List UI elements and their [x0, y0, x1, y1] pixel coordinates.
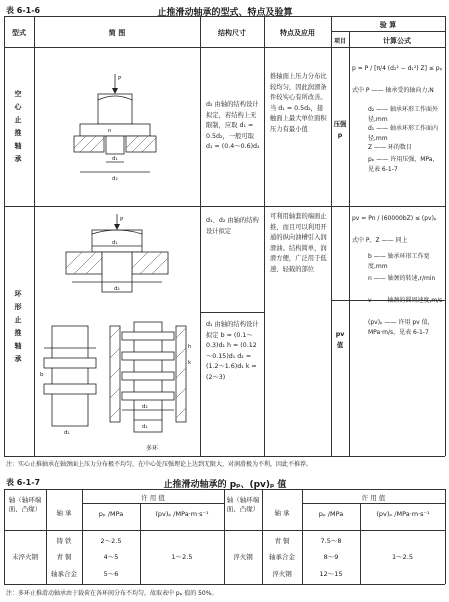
where-pv-1: b —— 轴承环形工作宽度,mm — [368, 253, 430, 270]
where-pressure-1: d₂ —— 轴承环形工作面外径,mm — [368, 106, 439, 123]
svg-text:d₁: d₁ — [112, 240, 118, 246]
t2-header-pvp-right: (pv)ₚ /MPa·m·s⁻¹ — [376, 510, 430, 518]
svg-text:b: b — [40, 372, 44, 378]
row-type-hollow: 空心止推轴承 — [14, 90, 22, 168]
t2-header-shaft-right: 轴（轴环端面、凸缘） — [226, 496, 260, 513]
annular-bearing-diagram — [52, 212, 182, 302]
where-pv-4: (pv)ₚ —— 许用 pv 值，MPa·m/s，见表 6-1-7 — [368, 319, 434, 336]
item-pv: pv 值 — [335, 331, 345, 349]
svg-text:d₁: d₁ — [112, 156, 118, 162]
features-hollow: 推轴面上压力分布比较均匀，因此润滑条件较实心有所改善。当 d₁ = 0.5d₂，接触面上最大单位面积压力有最小值 — [270, 73, 327, 133]
svg-text:d₂: d₂ — [114, 286, 120, 292]
multi-ring-bearing-diagram — [38, 318, 198, 442]
t2-left-pvp: 1～2.5 — [171, 553, 193, 561]
header-diagram: 简 图 — [108, 29, 126, 37]
header-features: 特点及应用 — [280, 29, 315, 37]
table-title: 止推滑动轴承的型式、特点及验算 — [157, 8, 293, 18]
svg-text:P: P — [118, 76, 122, 82]
structure-annular-a: d₁、d₂ 由轴的结构设计拟定 — [206, 217, 259, 235]
table-number: 表 6-1-6 — [6, 6, 41, 15]
svg-text:k: k — [188, 360, 192, 366]
t2-left-bearing-1: 青 铜 — [56, 553, 72, 561]
formula-pressure: p = P / [π/4 (d₂² − d₁²) Z] ≤ pₚ — [352, 65, 443, 72]
t2-header-allow-left: 许 用 值 — [141, 494, 165, 502]
where-pv-3: v —— 轴颈的圆周速度,m/s — [368, 297, 443, 304]
where-pv-2: n —— 轴颈的转速,r/min — [368, 275, 436, 282]
table2-title: 止推滑动轴承的 pₚ、(pv)ₚ 值 — [163, 480, 287, 490]
t2-right-bearing-0: 青 铜 — [274, 537, 290, 545]
table2-note: 注：多环止推滑动轴承由于载荷在各环间分布不均匀，故取表中 pₚ 值的 50%。 — [6, 590, 218, 597]
t2-header-pp-left: pₚ /MPa — [98, 510, 124, 518]
t2-right-pp-0: 7.5～8 — [320, 537, 342, 545]
t2-left-pp-0: 2～2.5 — [100, 537, 122, 545]
svg-text:h: h — [188, 344, 192, 350]
t2-header-bearing-right: 轴 承 — [274, 509, 290, 517]
where-pressure-3: Z —— 环的数目 — [368, 144, 412, 151]
table1-note: 注：实心止推轴承在轴颈面上压力分布极不均匀，在中心处压强理论上达到无限大，对润滑极为不利，因此不推荐。 — [6, 461, 313, 468]
t2-header-shaft-left: 轴（轴环端面、凸缘） — [8, 496, 42, 513]
svg-text:d₁: d₁ — [64, 430, 70, 436]
features-annular: 可利用轴套的端面止推，而且可以利用开通的纵向油槽引入润滑油。结构简单，润滑方便，广泛用于低速、轻载的部位 — [270, 213, 327, 273]
table2-number: 表 6-1-7 — [6, 478, 41, 487]
header-item: 项目 — [333, 38, 346, 45]
t2-header-pvp-left: (pv)ₚ /MPa·m·s⁻¹ — [155, 510, 209, 518]
svg-text:P: P — [120, 217, 124, 223]
header-structure: 结构尺寸 — [218, 29, 246, 37]
header-check: 验 算 — [379, 21, 397, 29]
t2-right-bearing-1: 轴承合金 — [269, 553, 295, 561]
t2-left-pp-2: 5～6 — [103, 570, 119, 578]
t2-right-pp-1: 8～9 — [323, 553, 339, 561]
t2-shaft-right: 淬火钢 — [233, 553, 253, 561]
svg-text:n: n — [108, 128, 112, 134]
item-pressure: 压强 p — [333, 121, 347, 139]
t2-right-bearing-2: 淬火钢 — [272, 570, 292, 578]
t2-header-pp-right: pₚ /MPa — [318, 510, 344, 518]
svg-text:d₂: d₂ — [142, 404, 148, 410]
structure-hollow: d₂ 由轴的结构设计拟定，若结构上无限制，应取 d₁ = 0.5d₂，一般可取 d₁ = (0.4～0.6)d₂ — [206, 101, 260, 150]
svg-text:d₂: d₂ — [112, 176, 118, 182]
header-type: 型式 — [12, 29, 26, 37]
t2-left-bearing-2: 轴承合金 — [51, 570, 77, 578]
t2-left-pp-1: 4～5 — [103, 553, 119, 561]
header-formula: 计算公式 — [383, 37, 411, 45]
hollow-bearing-diagram — [60, 70, 170, 190]
formula-pv: pv = Pn / (60000bZ) ≤ (pv)ₚ — [352, 215, 437, 222]
t2-right-pvp: 1～2.5 — [392, 553, 413, 561]
where-pressure-4: pₚ —— 许用压强，MPa，见表 6-1-7 — [368, 156, 439, 173]
row-type-annular: 环形止推轴承 — [14, 290, 22, 368]
svg-text:d₁: d₁ — [142, 424, 148, 430]
multi-ring-label: 多环 — [146, 445, 159, 452]
t2-shaft-left: 未淬火钢 — [12, 553, 38, 561]
t2-header-allow-right: 许 用 值 — [361, 494, 386, 502]
t2-right-pp-2: 12～15 — [319, 570, 343, 578]
where-pressure-2: d₁ —— 轴承环形工作面内径,mm — [368, 125, 439, 142]
t2-header-bearing-left: 轴 承 — [56, 509, 72, 517]
t2-left-bearing-0: 铸 铁 — [56, 537, 72, 545]
where-pv-0: 式中 P、Z —— 同上 — [352, 237, 408, 244]
structure-annular-b: d₁ 由轴的结构设计拟定 b = (0.1～0.3)d₁ h = (0.12～0.15)d₁ d₂ = (1.2～1.6)d₁ k = (2～3) — [206, 321, 259, 381]
where-pressure-0: 式中 P —— 轴承受的轴向力,N — [352, 87, 434, 94]
